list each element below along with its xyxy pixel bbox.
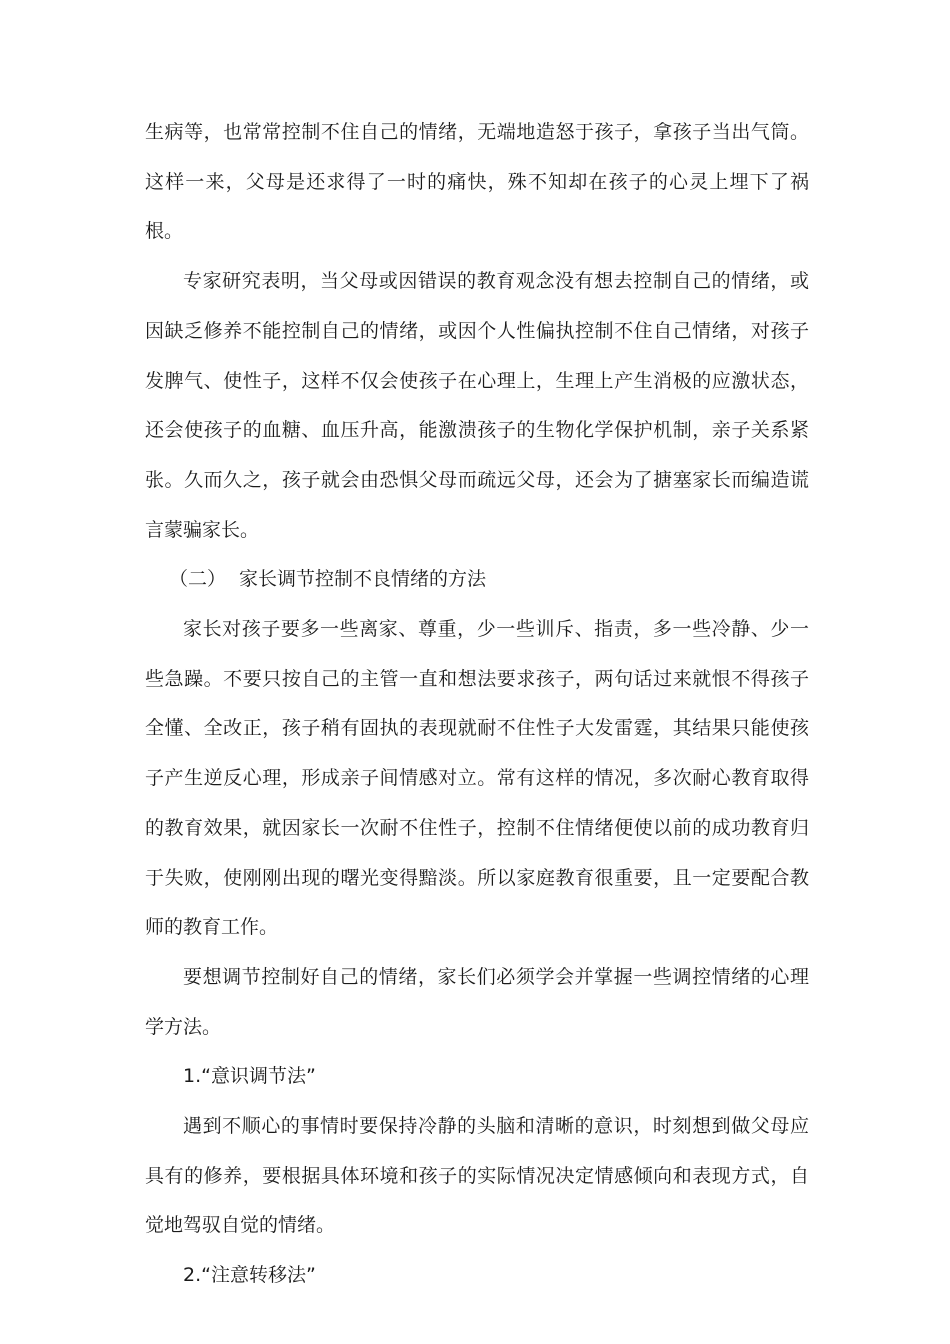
paragraph-methods-intro: 要想调节控制好自己的情绪，家长们必须学会并掌握一些调控情绪的心理学方法。 [145, 965, 809, 1038]
method-heading-2: 2.“注意转移法” [183, 1264, 316, 1287]
paragraph-parent-advice: 家长对孩子要多一些离家、尊重，少一些训斥、指责，多一些冷静、少一些急躁。不要只按自己的主管一直和想法要求孩子，两句话过来就恨不得孩子全懂、全改正，孩子稍有固执的表现就耐不住性子大发雷霆，其结果只能使孩子产生逆反心理，形成亲子间情感对立。常有这样的情况，多次耐心教育取得的教育效果，就因家长一次耐不住性子，控制不住情绪便使以前的成功教育归于失败，使刚刚出现的曙光变得黯淡。所以家庭教育很重要，且一定要配合教师的教育工作。 [145, 618, 809, 939]
section-title: 家长调节控制不良情绪的方法 [239, 568, 487, 591]
section-number: （二） [169, 568, 227, 591]
paragraph-method-1: 遇到不顺心的事情时要保持冷静的头脑和清晰的意识，时刻想到做父母应具有的修养，要根据具体环境和孩子的实际情况决定情感倾向和表现方式，自觉地驾驭自觉的情绪。 [145, 1115, 809, 1237]
section-heading-2 [145, 555, 809, 605]
document-page [145, 108, 809, 1301]
paragraph-continuation: 生病等，也常常控制不住自己的情绪，无端地造怒于孩子，拿孩子当出气筒。这样一来，父母是还求得了一时的痛快，殊不知却在孩子的心灵上埋下了祸根。 [145, 121, 809, 243]
paragraph-expert-research: 专家研究表明，当父母或因错误的教育观念没有想去控制自己的情绪，或因缺乏修养不能控制自己的情绪，或因个人性偏执控制不住自己情绪，对孩子发脾气、使性子，这样不仅会使孩子在心理上，生理上产生消极的应激状态，还会使孩子的血糖、血压升高，能激溃孩子的生物化学保护机制，亲子关系紧张。久而久之，孩子就会由恐惧父母而疏远父母，还会为了搪塞家长而编造谎言蒙骗家长。 [145, 270, 809, 541]
method-heading-1: 1.“意识调节法” [183, 1065, 316, 1088]
